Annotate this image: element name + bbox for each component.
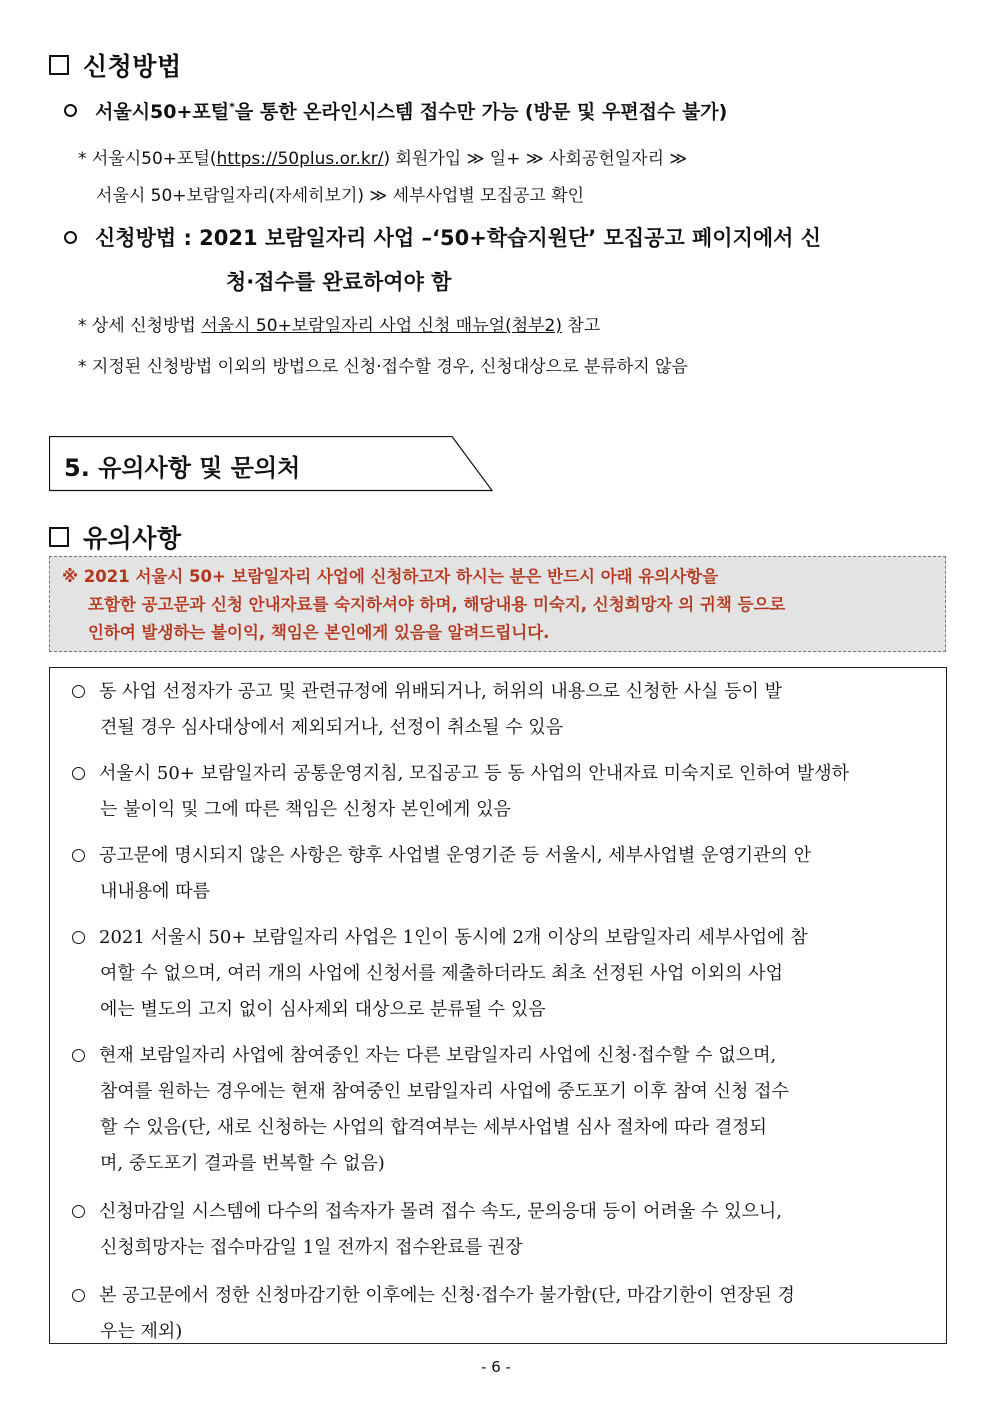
warn-line-1: ※ 2021 서울시 50+ 보람일자리 사업에 신청하고자 하시는 분은 반드시 아래 유의사항을 [62, 567, 719, 586]
list-item [72, 674, 782, 746]
circle-bullet-icon [72, 849, 85, 862]
item-text: 본 공고문에서 정한 신청마감기한 이후에는 신청·접수가 불가함(단, 마감기한이 연장된 경 [99, 1285, 795, 1306]
n1-post: ) 회원가입 ≫ 일+ ≫ 사회공헌일자리 ≫ [383, 149, 688, 169]
section-5-title: 5. 유의사항 및 문의처 [64, 454, 301, 482]
manual-link[interactable]: 서울시 50+보람일자리 사업 신청 매뉴얼(첨부2) [201, 316, 562, 336]
item-text: 참여를 원하는 경우에는 현재 참여중인 보람일자리 사업에 중도포기 이후 참여 신청 접수 [100, 1081, 789, 1102]
notice-list-box [49, 667, 947, 1344]
item-text: 며, 중도포기 결과를 번복할 수 없음) [100, 1153, 385, 1174]
item-text: 공고문에 명시되지 않은 사항은 향후 사업별 운영기준 등 서울시, 세부사업별 운영기관의 안 [99, 845, 812, 866]
circle-bullet-icon [72, 1289, 85, 1302]
portal-link[interactable]: https://50plus.or.kr/ [216, 149, 384, 169]
circle-bullet-icon [72, 767, 85, 780]
method-bullet-1 [64, 97, 727, 124]
method-note-1-line2: 서울시 50+보람일자리(자세히보기) ≫ 세부사업별 모집공고 확인 [96, 186, 585, 206]
item-text: 신청희망자는 접수마감일 1일 전까지 접수완료를 권장 [100, 1237, 523, 1258]
item-text: 현재 보람일자리 사업에 참여중인 자는 다른 보람일자리 사업에 신청·접수할 수 없으며, [99, 1045, 777, 1066]
circle-bullet-icon [72, 1049, 85, 1062]
item-text: 는 불이익 및 그에 따른 책임은 신청자 본인에게 있음 [100, 799, 511, 820]
notice-heading [49, 519, 182, 555]
item-text: 견될 경우 심사대상에서 제외되거나, 선정이 취소될 수 있음 [100, 717, 564, 738]
warn-line-2: 포함한 공고문과 신청 안내자료를 숙지하셔야 하며, 해당내용 미숙지, 신청희망자 의 귀책 등으로 [88, 595, 786, 614]
list-item [72, 838, 811, 910]
b1-pre: 서울시50+포털 [95, 101, 230, 123]
item-text: 에는 별도의 고지 없이 심사제외 대상으로 분류될 수 있음 [100, 999, 546, 1020]
b1-post: 을 통한 온라인시스템 접수만 가능 (방문 및 우편접수 불가) [234, 101, 728, 123]
circle-bullet-icon [72, 1205, 85, 1218]
n1-pre: * 서울시50+포털( [78, 149, 217, 169]
b2-line1: 신청방법 : 2021 보람일자리 사업 –‘50+학습지원단’ 모집공고 페이지에서 신 [95, 226, 822, 250]
list-item [72, 1194, 782, 1266]
method-bullet-2-line2: 청·접수를 완료하여야 함 [226, 270, 452, 294]
section-5-title-box [49, 436, 493, 491]
notice-heading-text: 유의사항 [83, 524, 182, 553]
b1-sup: * [229, 100, 235, 114]
list-item [72, 1038, 789, 1182]
notice-warning-box [49, 556, 946, 652]
warn-line-3: 인하여 발생하는 불이익, 책임은 본인에게 있음을 알려드립니다. [88, 623, 550, 642]
item-text: 서울시 50+ 보람일자리 공통운영지침, 모집공고 등 동 사업의 안내자료 미숙지로 인하여 발생하 [99, 763, 849, 784]
list-item [72, 1278, 795, 1350]
page-number: - 6 - [481, 1358, 511, 1376]
method-heading [49, 47, 182, 83]
list-item [72, 920, 808, 1028]
method-note-2 [78, 311, 600, 336]
item-text: 할 수 있음(단, 새로 신청하는 사업의 합격여부는 세부사업별 심사 절차에 따라 결정되 [100, 1117, 767, 1138]
circle-bullet-icon [64, 231, 77, 244]
item-text: 우는 제외) [100, 1321, 183, 1342]
circle-bullet-icon [72, 685, 85, 698]
method-note-3: * 지정된 신청방법 이외의 방법으로 신청·접수할 경우, 신청대상으로 분류하지 않음 [78, 357, 688, 377]
method-bullet-2 [64, 222, 821, 252]
item-text: 여할 수 없으며, 여러 개의 사업에 신청서를 제출하더라도 최초 선정된 사업 이외의 사업 [100, 963, 783, 984]
circle-bullet-icon [64, 104, 77, 117]
item-text: 동 사업 선정자가 공고 및 관련규정에 위배되거나, 허위의 내용으로 신청한 사실 등이 발 [99, 681, 782, 702]
item-text: 신청마감일 시스템에 다수의 접속자가 몰려 접수 속도, 문의응대 등이 어려울 수 있으니, [99, 1201, 782, 1222]
n2-post: 참고 [562, 316, 601, 336]
checkbox-square-icon [49, 527, 69, 547]
item-text: 내내용에 따름 [100, 881, 211, 902]
method-note-1 [78, 144, 687, 169]
item-text: 2021 서울시 50+ 보람일자리 사업은 1인이 동시에 2개 이상의 보람일자리 세부사업에 참 [99, 927, 808, 948]
method-heading-text: 신청방법 [83, 52, 182, 81]
circle-bullet-icon [72, 931, 85, 944]
checkbox-square-icon [49, 55, 69, 75]
list-item [72, 756, 849, 828]
n2-pre: * 상세 신청방법 [78, 316, 202, 336]
